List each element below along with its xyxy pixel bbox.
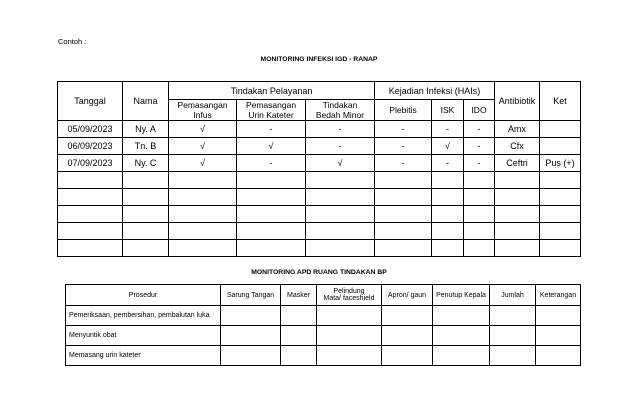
empty-row xyxy=(58,206,581,223)
cell-tanggal: 07/09/2023 xyxy=(58,155,123,172)
cell-isk: - xyxy=(432,121,464,138)
table-row xyxy=(58,121,581,138)
header-tanggal: Tanggal xyxy=(58,82,123,121)
empty-row xyxy=(58,240,581,257)
header-jumlah: Jumlah xyxy=(490,285,536,306)
header-ket: Ket xyxy=(540,82,581,121)
empty-row xyxy=(58,172,581,189)
table-row xyxy=(66,306,581,326)
table-row xyxy=(66,326,581,346)
infection-monitoring-table xyxy=(57,81,581,257)
header-sarung-tangan: Sarung Tangan xyxy=(221,285,281,306)
cell-kateter: - xyxy=(237,155,306,172)
cell-kateter: - xyxy=(237,121,306,138)
header-keterangan: Keterangan xyxy=(536,285,581,306)
cell-ket xyxy=(540,121,581,138)
cell-isk: - xyxy=(432,155,464,172)
header-line: Pemasangan xyxy=(245,100,297,110)
cell-bedah: √ xyxy=(306,155,375,172)
header-apron: Apron/ gaun xyxy=(382,285,433,306)
infection-table-title: MONITORING INFEKSI IGD - RANAP xyxy=(260,56,378,63)
cell-ket: Pus (+) xyxy=(540,155,581,172)
cell-infus: √ xyxy=(169,155,237,172)
cell-antibiotik: Ceftri xyxy=(495,155,540,172)
cell-kateter: √ xyxy=(237,138,306,155)
cell-bedah: - xyxy=(306,121,375,138)
header-line: Infus xyxy=(193,110,212,120)
empty-row xyxy=(58,189,581,206)
header-tindakan-bedah xyxy=(306,100,375,121)
header-tindakan-pelayanan: Tindakan Pelayanan xyxy=(169,82,375,100)
apd-monitoring-table xyxy=(65,284,581,366)
header-pemasangan-infus xyxy=(169,100,237,121)
cell-prosedur: Pemeriksaan, pembersihan, pembalutan luka xyxy=(66,306,221,326)
cell-plebitis: - xyxy=(375,121,432,138)
cell-tanggal: 06/09/2023 xyxy=(58,138,123,155)
cell-plebitis: - xyxy=(375,155,432,172)
cell-isk: √ xyxy=(432,138,464,155)
header-antibiotik: Antibiotik xyxy=(495,82,540,121)
cell-nama: Ny. A xyxy=(123,121,169,138)
apd-table-title: MONITORING APD RUANG TINDAKAN BP xyxy=(251,269,387,276)
cell-ket xyxy=(540,138,581,155)
cell-nama: Ny. C xyxy=(123,155,169,172)
header-kejadian-infeksi: Kejadian Infeksi (HAIs) xyxy=(375,82,495,100)
header-pemasangan-kateter xyxy=(237,100,306,121)
table-row xyxy=(66,346,581,366)
header-nama: Nama xyxy=(123,82,169,121)
header-line: Pelindung xyxy=(333,288,365,295)
header-penutup-kepala: Penutup Kepala xyxy=(433,285,490,306)
header-prosedur: Prosedur xyxy=(66,285,221,306)
cell-antibiotik: Cfx xyxy=(495,138,540,155)
cell-prosedur: Menyuntik obat xyxy=(66,326,221,346)
header-masker: Masker xyxy=(281,285,317,306)
cell-plebitis: - xyxy=(375,138,432,155)
cell-nama: Tn. B xyxy=(123,138,169,155)
header-line: Mata/ faceshield xyxy=(323,295,375,302)
cell-ido: - xyxy=(464,155,495,172)
header-line: Tindakan xyxy=(322,100,358,110)
cell-bedah: - xyxy=(306,138,375,155)
header-line: Urin Kateter xyxy=(248,110,294,120)
cell-antibiotik: Amx xyxy=(495,121,540,138)
header-plebitis: Plebitis xyxy=(375,100,432,121)
header-ido: IDO xyxy=(464,100,495,121)
table-row xyxy=(58,138,581,155)
header-line: Bedah Minor xyxy=(315,110,365,120)
header-line: Pemasangan xyxy=(177,100,228,110)
cell-ido: - xyxy=(464,138,495,155)
cell-infus: √ xyxy=(169,121,237,138)
cell-tanggal: 05/09/2023 xyxy=(58,121,123,138)
header-pelindung-mata xyxy=(317,285,382,306)
cell-prosedur: Memasang urin kateter xyxy=(66,346,221,366)
table-row xyxy=(58,155,581,172)
example-note: Contoh : xyxy=(58,37,87,46)
empty-row xyxy=(58,223,581,240)
cell-infus: √ xyxy=(169,138,237,155)
cell-ido: - xyxy=(464,121,495,138)
header-isk: ISK xyxy=(432,100,464,121)
